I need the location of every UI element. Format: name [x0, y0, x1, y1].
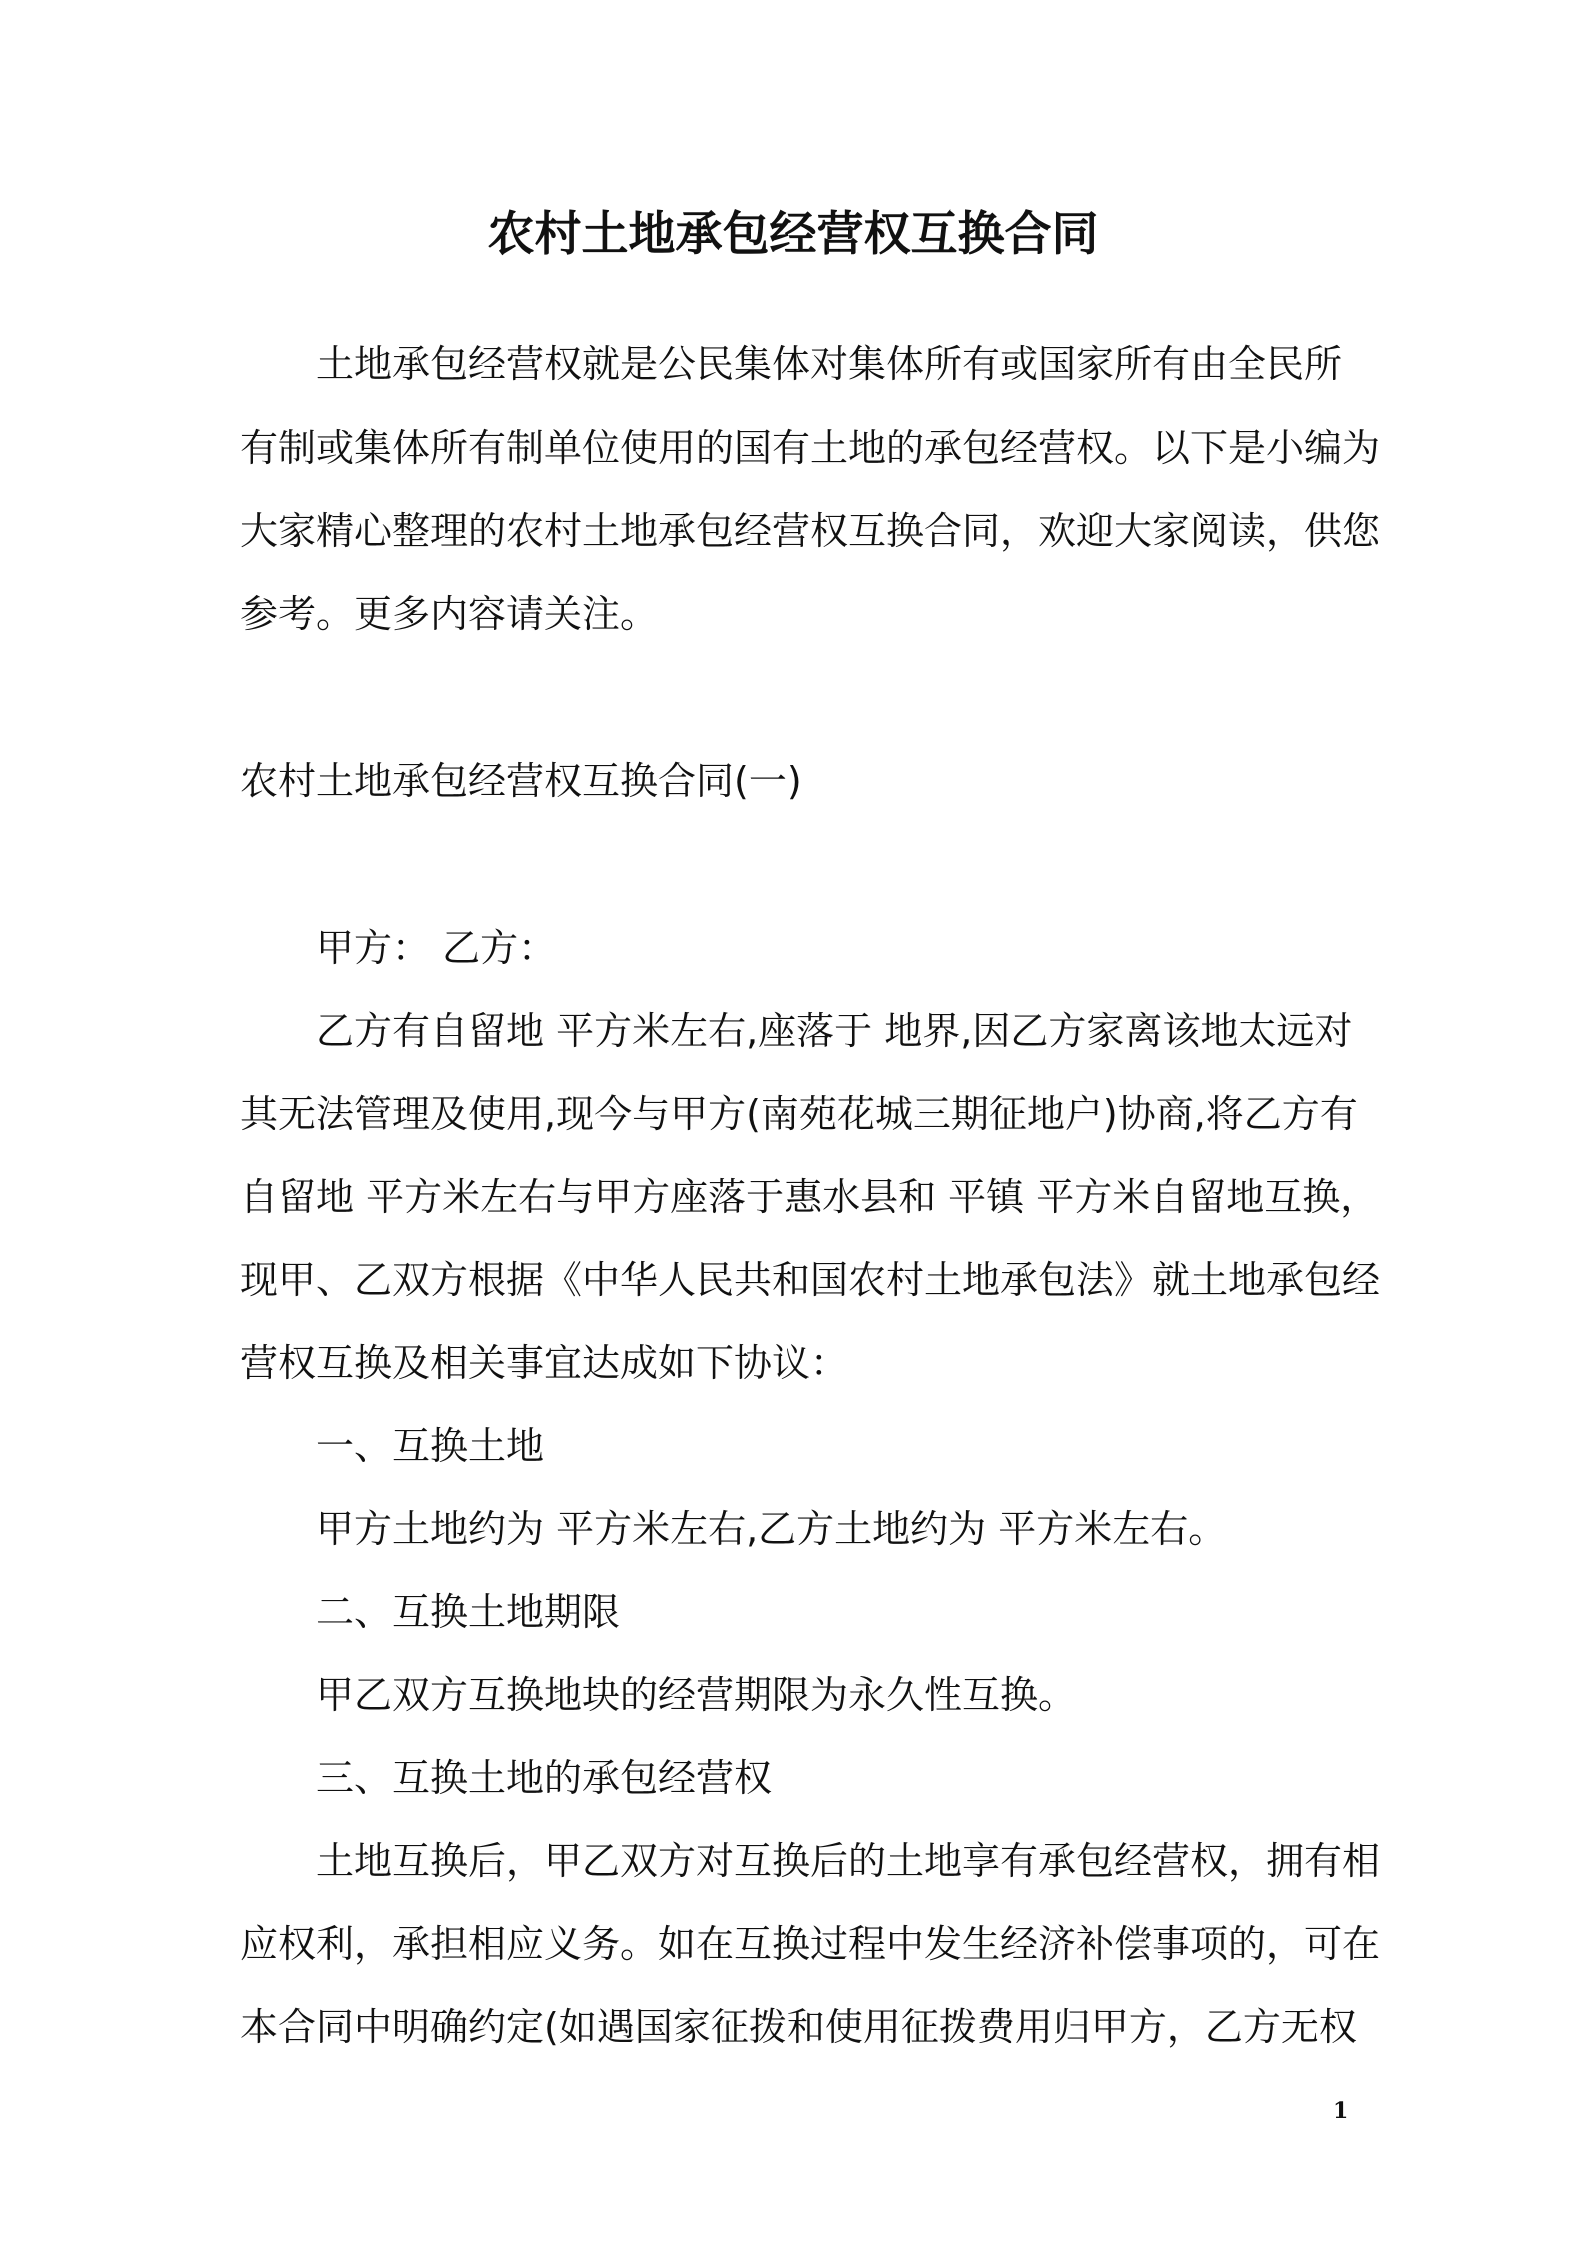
paragraph-line: 甲方土地约为 平方米左右,乙方土地约为 平方米左右。: [316, 1507, 1227, 1551]
paragraph-line: 其无法管理及使用,现今与甲方(南苑花城三期征地户)协商,将乙方有: [240, 1092, 1358, 1136]
clause-heading: 三、互换土地的承包经营权: [316, 1756, 773, 1800]
paragraph-line: 营权互换及相关事宜达成如下协议：: [240, 1341, 849, 1385]
paragraph-line: 自留地 平方米左右与甲方座落于惠水县和 平镇 平方米自留地互换，: [240, 1175, 1379, 1219]
paragraph-line: 应权利，承担相应义务。如在互换过程中发生经济补偿事项的，可在: [240, 1922, 1381, 1966]
page-number: 1: [1333, 2098, 1349, 2124]
section-heading: 农村土地承包经营权互换合同(一): [240, 759, 802, 803]
paragraph-line: 甲乙双方互换地块的经营期限为永久性互换。: [316, 1673, 1077, 1717]
paragraph-line: 参考。更多内容请关注。: [240, 592, 659, 636]
paragraph-line: 土地承包经营权就是公民集体对集体所有或国家所有由全民所: [316, 342, 1343, 386]
paragraph-line: 本合同中明确约定(如遇国家征拨和使用征拨费用归甲方，乙方无权: [240, 2005, 1357, 2049]
paragraph-line: 土地互换后，甲乙双方对互换后的土地享有承包经营权，拥有相: [316, 1839, 1381, 1883]
document-title: 农村土地承包经营权互换合同: [487, 207, 1099, 262]
paragraph-line: 乙方有自留地 平方米左右,座落于 地界,因乙方家离该地太远对: [316, 1009, 1353, 1053]
parties-line: 甲方： 乙方：: [316, 926, 557, 970]
paragraph-line: 大家精心整理的农村土地承包经营权互换合同，欢迎大家阅读，供您: [240, 509, 1381, 553]
paragraph-line: 有制或集体所有制单位使用的国有土地的承包经营权。以下是小编为: [240, 426, 1381, 470]
clause-heading: 二、互换土地期限: [316, 1590, 621, 1634]
paragraph-line: 现甲、乙双方根据《中华人民共和国农村土地承包法》就土地承包经: [240, 1258, 1381, 1302]
clause-heading: 一、互换土地: [316, 1424, 545, 1468]
